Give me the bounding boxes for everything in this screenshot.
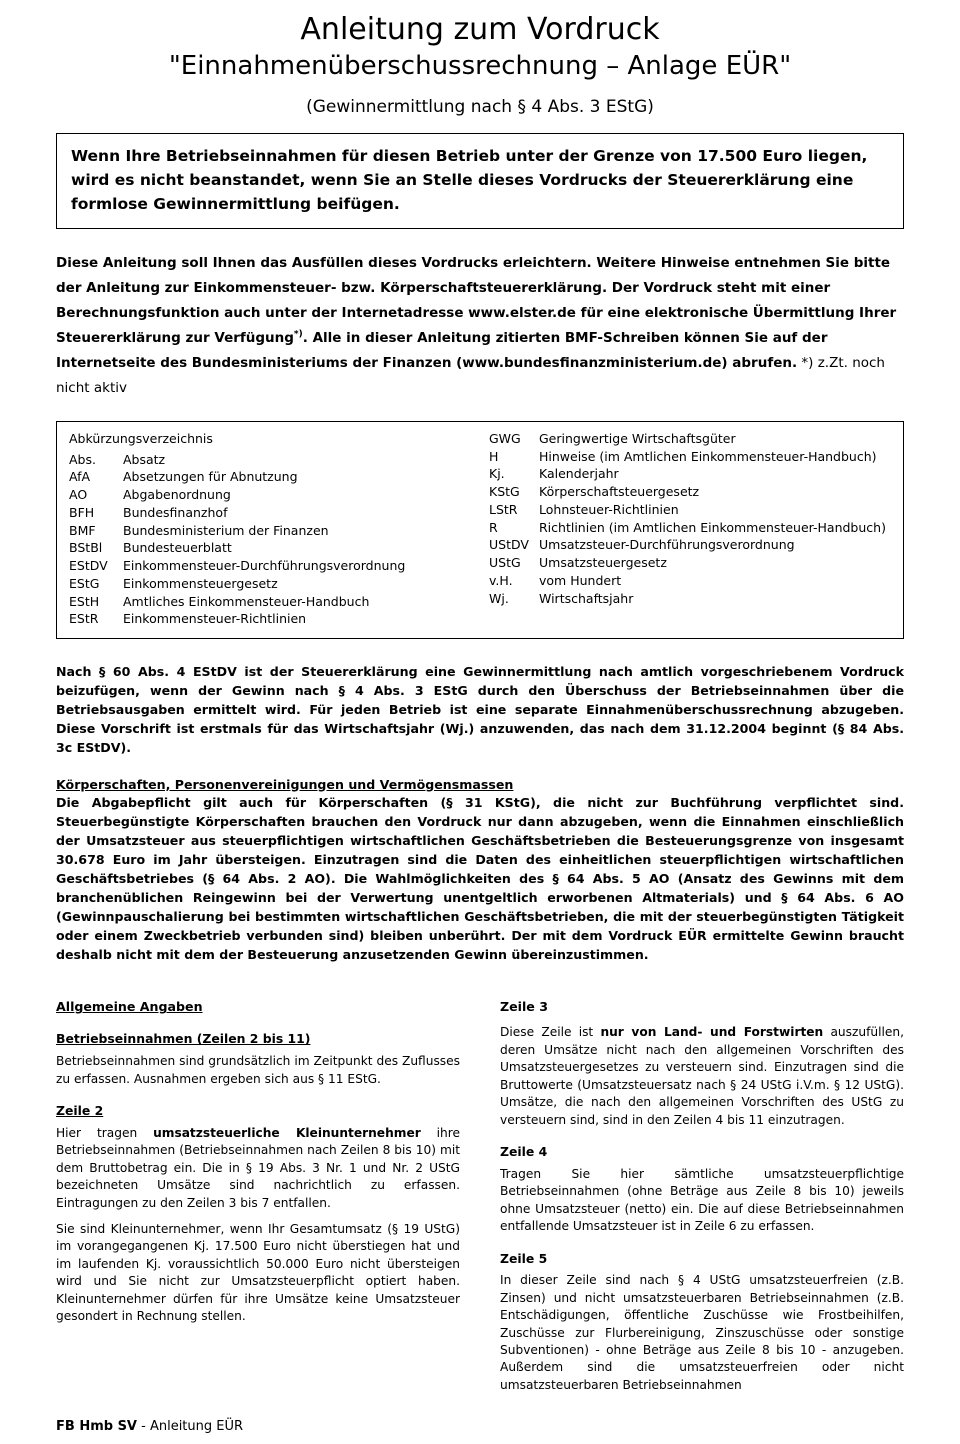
abbreviation-value: Kalenderjahr: [539, 466, 619, 482]
abbreviation-row: [67, 451, 471, 469]
abbreviation-key: EStR: [69, 611, 99, 627]
abbreviation-value: Einkommensteuer-Durchführungsverordnung: [123, 558, 406, 574]
zeile-2-heading: Zeile 2: [56, 1103, 104, 1119]
abbreviation-value: Absetzungen für Abnutzung: [123, 469, 298, 485]
abbreviation-value: Richtlinien (im Amtlichen Einkommensteuer-Handbuch): [539, 519, 886, 535]
abbreviation-value: Geringwertige Wirtschaftsgüter: [539, 430, 736, 446]
abbreviation-column-left: [67, 430, 471, 628]
intro-paragraph: [56, 251, 904, 401]
abbreviation-value: Körperschaftsteuergesetz: [539, 484, 700, 500]
abbreviation-key: EStG: [69, 575, 100, 591]
zeile-3-text-pre: Diese Zeile ist: [500, 1025, 601, 1040]
abbreviation-value: Einkommensteuergesetz: [123, 575, 278, 591]
left-column-sub-heading: Betriebseinnahmen (Zeilen 2 bis 11): [56, 1031, 311, 1047]
body-paragraph-2: Die Abgabepflicht gilt auch für Körperschaften (§ 31 KStG), die nicht zur Buchführung verpflichtet sind. Steuerbegünstigte Körperschaften brauchen den Vordruck nur dann abzugeben, wenn die Einnahmen einschließlich der Umsatzsteuer aus steuerpflichtigen wirtschaftlichen Geschäftsbetrieben die Besteuerungsgrenze von insgesamt 30.678 Euro im Jahr übersteigen. Einzutragen sind die Daten des einheitlichen steuerpflichtigen wirtschaftlichen Geschäftsbetriebes (§ 64 Abs. 2 AO). Die Wahlmöglichkeiten des § 64 Abs. 5 AO (Ansatz des Gewinns mit dem branchenüblichen Reingewinn bei der Verwertung unentgeltlich erworbenen Altmaterials) und § 64 Abs. 6 AO (Gewinnpauschalierung bei bestimmten wirtschaftlichen Geschäftsbetrieben, die mit der steuerbegünstigten Tätigkeit oder einem Zweckbetrieb verbunden sind) bleiben unberührt. Der mit dem Vordruck EÜR ermittelte Gewinn braucht deshalb nicht mit dem der Besteuerung anzusetzenden Gewinn übereinzustimmen.: [56, 795, 904, 962]
intro-text-part-1: Diese Anleitung soll Ihnen das Ausfüllen dieses Vordrucks erleichtern. Weitere Hinweise entnehmen Sie bitte der Anleitung zur Einkommensteuer- bzw. Körperschaftsteuererklärung. Der Vordruck steht mit einer Berechnungsfunktion auch unter der Internetadresse www.elster.de für eine elektronische Übermittlung Ihrer Steuererklärung zur Verfügung: [56, 255, 897, 346]
zeile-3-text-post: auszufüllen, deren Umsätze nicht nach den allgemeinen Vorschriften des Umsatzsteuergesetzes zu versteuern sind. Einzutragen sind die Bruttowerte (Umsatzsteuersatz nach § 24 UStG i.V.m. § 12 UStG). Umsätze, die nach den allgemeinen Vorschriften des UStG zu versteuern sind, sind in den Zeilen 4 bis 11 einzutragen.: [500, 1025, 904, 1127]
abbreviation-key: AO: [69, 487, 88, 503]
abbreviation-row: [67, 522, 471, 540]
abbreviation-value: Lohnsteuer-Richtlinien: [539, 501, 679, 517]
zeile-4-paragraph: Tragen Sie hier sämtliche umsatzsteuerpflichtige Betriebseinnahmen (ohne Beträge aus Zeile 8 bis 10) jeweils ohne Umsatzsteuer (netto) ein. Die auf diese Betriebseinnahmen entfallende Umsatzsteuer ist in Zeile 6 zu erfassen.: [500, 1166, 904, 1234]
zeile-4-heading: Zeile 4: [500, 1144, 548, 1160]
abbreviation-row: [67, 575, 471, 593]
abbreviation-value: Abgabenordnung: [123, 487, 231, 503]
abbreviation-row: [489, 590, 893, 608]
zeile-2-paragraph-1: [56, 1125, 460, 1212]
abbreviation-row: [489, 536, 893, 554]
abbreviation-row: [489, 572, 893, 590]
zeile-5-heading: Zeile 5: [500, 1250, 548, 1266]
abbreviation-key: LStR: [489, 501, 518, 517]
abbreviation-key: BMF: [69, 522, 96, 538]
abbreviation-key: AfA: [69, 469, 91, 485]
abbreviation-value: Bundesministerium der Finanzen: [123, 522, 329, 538]
column-right: [500, 998, 904, 1403]
abbreviation-value: Umsatzsteuergesetz: [539, 555, 667, 571]
abbreviation-value: vom Hundert: [539, 572, 622, 588]
abbreviation-key: Wj.: [489, 590, 509, 606]
abbreviation-row: [67, 557, 471, 575]
abbreviation-key: H: [489, 448, 499, 464]
zeile-2-text-pre: Hier tragen: [56, 1125, 154, 1140]
zeile-5-paragraph: In dieser Zeile sind nach § 4 UStG umsatzsteuerfreien (z.B. Zinsen) und nicht umsatzsteuerbaren Betriebseinnahmen (z.B. Entschädigungen, öffentliche Zuschüsse wie Frostbeihilfen, Zuschüsse zur Flurbereinigung, Zinszuschüsse oder sonstige Subventionen) - ohne Beträge aus Zeile 8 bis 10 - anzugeben. Außerdem sind die umsatzsteuerfreien oder nicht umsatzsteuerbaren Betriebseinnahmen: [500, 1273, 904, 1392]
notice-text: Wenn Ihre Betriebseinnahmen für diesen Betrieb unter der Grenze von 17.500 Euro liegen, wird es nicht beanstandet, wenn Sie an Stelle dieses Vordrucks der Steuererklärung eine formlose Gewinnermittlung beifügen.: [71, 146, 868, 213]
abbreviation-column-right: [489, 430, 893, 628]
abbreviation-row: [67, 593, 471, 611]
abbreviation-row: [67, 486, 471, 504]
page-subtitle: (Gewinnermittlung nach § 4 Abs. 3 EStG): [306, 96, 654, 117]
abbreviation-row: [489, 448, 893, 466]
abbreviation-row: [489, 430, 893, 448]
abbreviation-key: GWG: [489, 430, 521, 446]
zeile-3-paragraph: [500, 1024, 904, 1129]
abbreviation-row: [489, 465, 893, 483]
abbreviation-row: [489, 483, 893, 501]
abbreviation-row: [67, 504, 471, 522]
abbreviation-value: Umsatzsteuer-Durchführungsverordnung: [539, 537, 795, 553]
abbreviation-value: Einkommensteuer-Richtlinien: [123, 611, 307, 627]
page-title-line-1: Anleitung zum Vordruck: [300, 12, 660, 47]
intro-text-part-2: . Alle in dieser Anleitung zitierten BMF-Schreiben können Sie auf der Internetseite des Bundesministeriums der Finanzen (www.bundesfinanzministerium.de) abrufen.: [56, 329, 828, 371]
left-column-heading: Allgemeine Angaben: [56, 999, 203, 1015]
zeile-2-paragraph-2: Sie sind Kleinunternehmer, wenn Ihr Gesamtumsatz (§ 19 UStG) im vorangegangenen Kj. 17.500 Euro nicht überstiegen hat und im laufenden Kj. voraussichtlich 50.000 Euro nicht übersteigen wird und Sie nicht zur Umsatzsteuerpflicht optiert haben. Kleinunternehmer dürfen für ihre Umsätze keine Umsatzsteuer gesondert in Rechnung stellen.: [56, 1221, 460, 1324]
abbreviation-row: [67, 610, 471, 628]
abbreviation-key: v.H.: [489, 572, 513, 588]
footer-form-title: - Anleitung EÜR: [137, 1419, 244, 1435]
abbreviation-value: Bundesteuerblatt: [123, 540, 232, 556]
abbreviation-box: [56, 421, 904, 639]
abbreviation-heading: Abkürzungsverzeichnis: [69, 430, 213, 446]
abbreviation-row: [489, 554, 893, 572]
zeile-2-text-post: ihre Betriebseinnahmen (Betriebseinnahmen nach Zeilen 8 bis 10) mit dem Bruttobetrag ein. Die in § 19 Abs. 3 Nr. 1 und Nr. 2 UStG bezeichneten Umsätze sind nachrichtlich zu erfassen. Eintragungen zu den Zeilen 3 bis 7 entfallen.: [56, 1125, 460, 1210]
page-footer: [56, 1419, 904, 1434]
abbreviation-row: [489, 501, 893, 519]
abbreviation-value: Absatz: [123, 451, 166, 467]
abbreviation-key: BStBl: [69, 540, 103, 556]
abbreviation-row: [67, 468, 471, 486]
intro-footnote-text: *) z.Zt. noch nicht aktiv: [56, 354, 885, 396]
body-section-heading: Körperschaften, Personenvereinigungen und Vermögensmassen: [56, 776, 514, 792]
notice-box: [56, 133, 904, 229]
intro-footnote-marker: *): [293, 329, 303, 340]
zeile-2-text-emphasis: umsatzsteuerliche Kleinunternehmer: [153, 1125, 421, 1140]
abbreviation-row: [489, 519, 893, 537]
abbreviation-value: Amtliches Einkommensteuer-Handbuch: [123, 593, 370, 609]
column-left: [56, 998, 460, 1403]
abbreviation-key: EStDV: [69, 558, 108, 574]
body-paragraph-1: Nach § 60 Abs. 4 EStDV ist der Steuererklärung eine Gewinnermittlung nach amtlich vorgeschriebenem Vordruck beizufügen, wenn der Gewinn nach § 4 Abs. 3 EStG durch den Überschuss der Betriebseinnahmen über die Betriebsausgaben ermittelt wird. Für jeden Betrieb ist eine separate Einnahmenüberschussrechnung abzugeben. Diese Vorschrift ist erstmals für das Wirtschaftsjahr (Wj.) anzuwenden, das nach dem 31.12.2004 beginnt (§ 84 Abs. 3c EStDV).: [56, 664, 904, 755]
page-title-line-2: "Einnahmenüberschussrechnung – Anlage EÜR": [168, 51, 792, 82]
abbreviation-value: Wirtschaftsjahr: [539, 590, 634, 606]
abbreviation-row: [67, 539, 471, 557]
abbreviation-key: BFH: [69, 504, 95, 520]
zeile-3-heading: Zeile 3: [500, 999, 548, 1015]
zeile-3-text-emphasis: nur von Land- und Forstwirten: [600, 1025, 824, 1040]
abbreviation-value: Bundesfinanzhof: [123, 504, 228, 520]
body-section: [56, 663, 904, 964]
abbreviation-key: Kj.: [489, 466, 505, 482]
footer-form-id: FB Hmb SV: [56, 1419, 137, 1435]
left-column-sub-text: Betriebseinnahmen sind grundsätzlich im Zeitpunkt des Zuflusses zu erfassen. Ausnahmen ergeben sich aus § 11 EStG.: [56, 1054, 460, 1086]
abbreviation-key: EStH: [69, 593, 100, 609]
abbreviation-key: UStG: [489, 555, 521, 571]
two-column-body: [56, 998, 904, 1403]
abbreviation-key: UStDV: [489, 537, 529, 553]
abbreviation-value: Hinweise (im Amtlichen Einkommensteuer-Handbuch): [539, 448, 877, 464]
abbreviation-key: Abs.: [69, 451, 96, 467]
abbreviation-key: KStG: [489, 484, 520, 500]
abbreviation-key: R: [489, 519, 498, 535]
